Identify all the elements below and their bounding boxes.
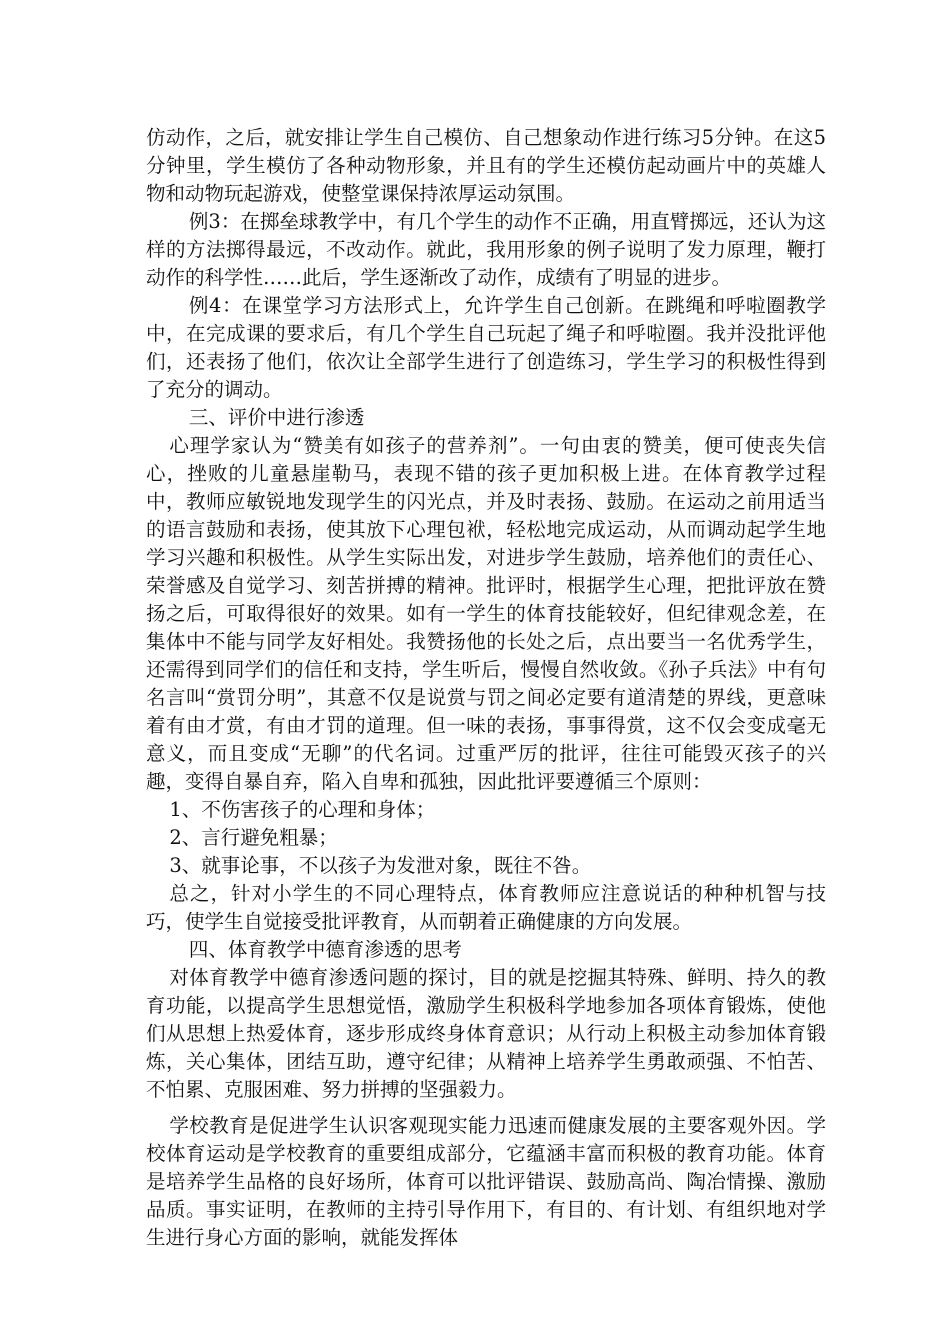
section-heading-3: 三、评价中进行渗透 bbox=[188, 406, 365, 429]
paragraph-school-education: 学校教育是促进学生认识客观现实能力迅速而健康发展的主要客观外因。学校体育运动是学校教育的重要组成部分，它蕴涵丰富而积极的教育功能。体育是培养学生品格的良好场所，体育可以批评错误、鼓励高尚、陶冶情操、激励品质。事实证明，在教师的主持引导作用下，有目的、有计划、有组织地对学生进行身心方面的影响，就能发挥体 bbox=[146, 1114, 826, 1249]
paragraph-summary: 总之，针对小学生的不同心理特点，体育教师应注意说话的种种机智与技巧，使学生自觉接受批评教育，从而朝着正确健康的方向发展。 bbox=[146, 882, 826, 933]
section-heading-4: 四、体育教学中德育渗透的思考 bbox=[188, 938, 462, 961]
principle-item-1: 1、不伤害孩子的心理和身体； bbox=[169, 798, 436, 821]
paragraph-example-3: 例3：在掷垒球教学中，有几个学生的动作不正确，用直臂掷远，还认为这样的方法掷得最远，不改动作。就此，我用形象的例子说明了发力原理，鞭打动作的科学性……此后，学生逐渐改了动作，成绩有了明显的进步。 bbox=[146, 210, 826, 289]
paragraph-evaluation: 心理学家认为“赞美有如孩子的营养剂”。一句由衷的赞美，便可使丧失信心，挫败的儿童悬崖勒马，表现不错的孩子更加积极上进。在体育教学过程中，教师应敏锐地发现学生的闪光点，并及时表扬、鼓励。在运动之前用适当的语言鼓励和表扬，使其放下心理包袱，轻松地完成运动，从而调动起学生地学习兴趣和积极性。从学生实际出发，对进步学生鼓励，培养他们的责任心、荣誉感及自觉学习、刻苦拼搏的精神。批评时，根据学生心理，把批评放在赞扬之后，可取得很好的效果。如有一学生的体育技能较好，但纪律观念差，在集体中不能与同学友好相处。我赞扬他的长处之后，点出要当一名优秀学生，还需得到同学们的信任和支持，学生听后，慢慢自然收敛。《孙子兵法》中有句名言叫“赏罚分明”，其意不仅是说赏与罚之间必定要有道清楚的界线，更意味着有由才赏，有由才罚的道理。但一味的表扬，事事得赏，这不仅会变成毫无意义，而且变成“无聊”的代名词。过重严厉的批评，往往可能毁灭孩子的兴趣，变得自暴自弃，陷入自卑和孤独，因此批评要遵循三个原则： bbox=[146, 434, 826, 793]
paragraph-example-4: 例4：在课堂学习方法形式上，允许学生自己创新。在跳绳和呼啦圈教学中，在完成课的要求后，有几个学生自己玩起了绳子和呼啦圈。我并没批评他们，还表扬了他们，依次让全部学生进行了创造练习，学生学习的积极性得到了充分的调动。 bbox=[146, 294, 826, 401]
paragraph-reflection: 对体育教学中德育渗透问题的探讨，目的就是挖掘其特殊、鲜明、持久的教育功能，以提高学生思想觉悟，激励学生积极科学地参加各项体育锻炼，使他们从思想上热爱体育，逐步形成终身体育意识；从行动上积极主动参加体育锻炼，关心集体，团结互助，遵守纪律；从精神上培养学生勇敢顽强、不怕苦、不怕累、克服困难、努力拼搏的坚强毅力。 bbox=[146, 966, 826, 1101]
principle-item-3: 3、就事论事，不以孩子为发泄对象，既往不咎。 bbox=[169, 854, 592, 877]
principle-item-2: 2、言行避免粗暴； bbox=[169, 826, 338, 849]
document-page bbox=[146, 124, 826, 1252]
paragraph-continuation: 仿动作，之后，就安排让学生自己模仿、自己想象动作进行练习5分钟。在这5分钟里，学生模仿了各种动物形象，并且有的学生还模仿起动画片中的英雄人物和动物玩起游戏，使整堂课保持浓厚运动氛围。 bbox=[146, 126, 826, 205]
